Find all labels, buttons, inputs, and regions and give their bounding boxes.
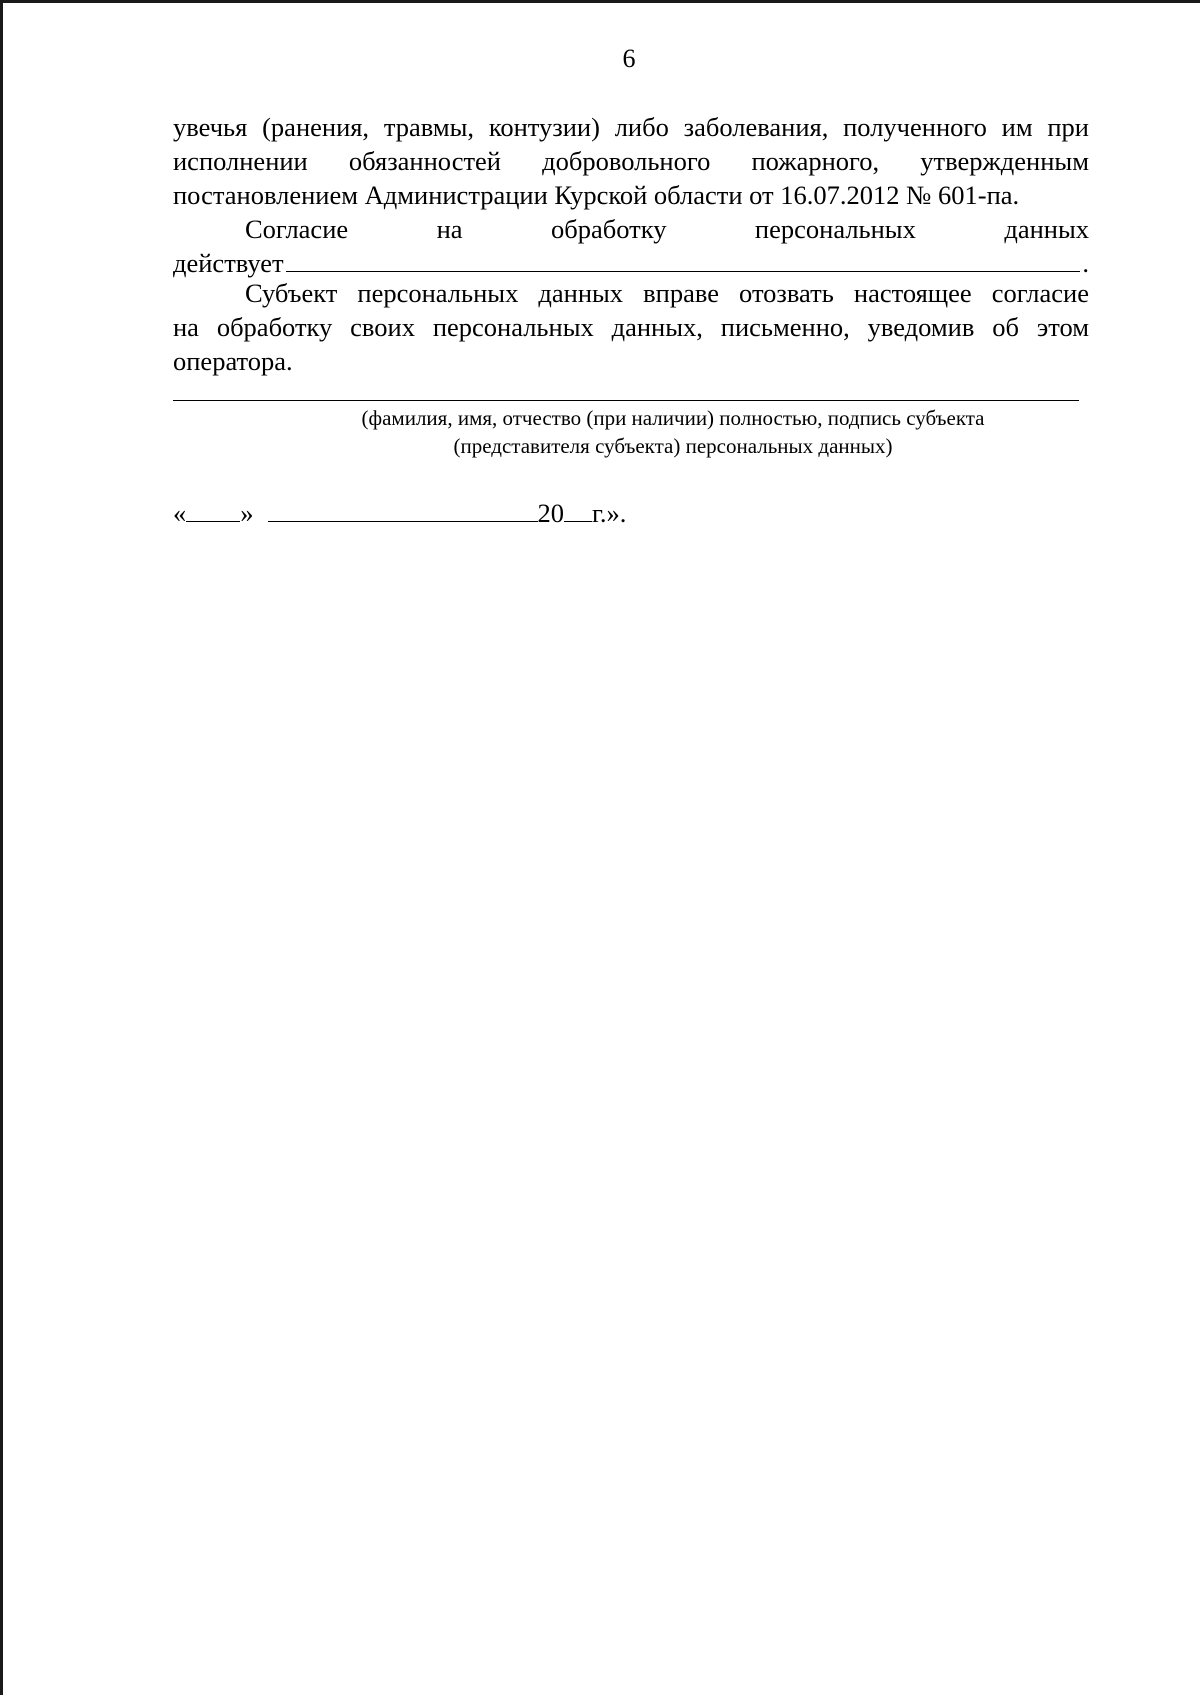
consent-validity-blank[interactable] [286, 249, 1081, 272]
date-day-blank[interactable] [186, 499, 240, 522]
page-number: 6 [622, 44, 636, 73]
scan-edge-left [0, 0, 3, 1695]
signature-caption [173, 404, 1173, 460]
date-month-blank[interactable] [268, 499, 538, 522]
paragraph-line: на обработку своих персональных данных, письменно, уведомив об этом [173, 312, 1089, 342]
signature-caption-line: (представителя субъекта) персональных данных) [453, 434, 893, 458]
date-row [173, 496, 626, 530]
scan-edge-top [0, 0, 1200, 3]
paragraph-line: оператора. [173, 346, 293, 376]
paragraph-line: исполнении обязанностей добровольного пожарного, утвержденным [173, 146, 1089, 176]
consent-validity-row [173, 246, 1089, 280]
date-open-quote: « [173, 498, 187, 528]
consent-validity-label: действует [173, 248, 284, 278]
paragraph-injury-clause [173, 110, 1089, 212]
paragraph-consent-validity [173, 212, 1089, 280]
date-year-suffix: г.». [592, 498, 627, 528]
signature-caption-line: (фамилия, имя, отчество (при наличии) полностью, подпись субъекта [361, 406, 985, 430]
paragraph-line: постановлением Администрации Курской области от 16.07.2012 № 601-па. [173, 180, 1020, 210]
date-year-prefix: 20 [537, 498, 564, 528]
paragraph-withdrawal [173, 276, 1089, 378]
date-year-blank[interactable] [564, 499, 592, 522]
paragraph-line: Субъект персональных данных вправе отозвать настоящее согласие [245, 278, 1089, 308]
paragraph-line: Согласие на обработку персональных данных [245, 214, 1089, 244]
signature-blank[interactable] [173, 400, 1079, 401]
date-close-quote: » [240, 498, 254, 528]
consent-validity-period: . [1082, 248, 1089, 278]
paragraph-line: увечья (ранения, травмы, контузии) либо заболевания, полученного им при [173, 112, 1089, 142]
